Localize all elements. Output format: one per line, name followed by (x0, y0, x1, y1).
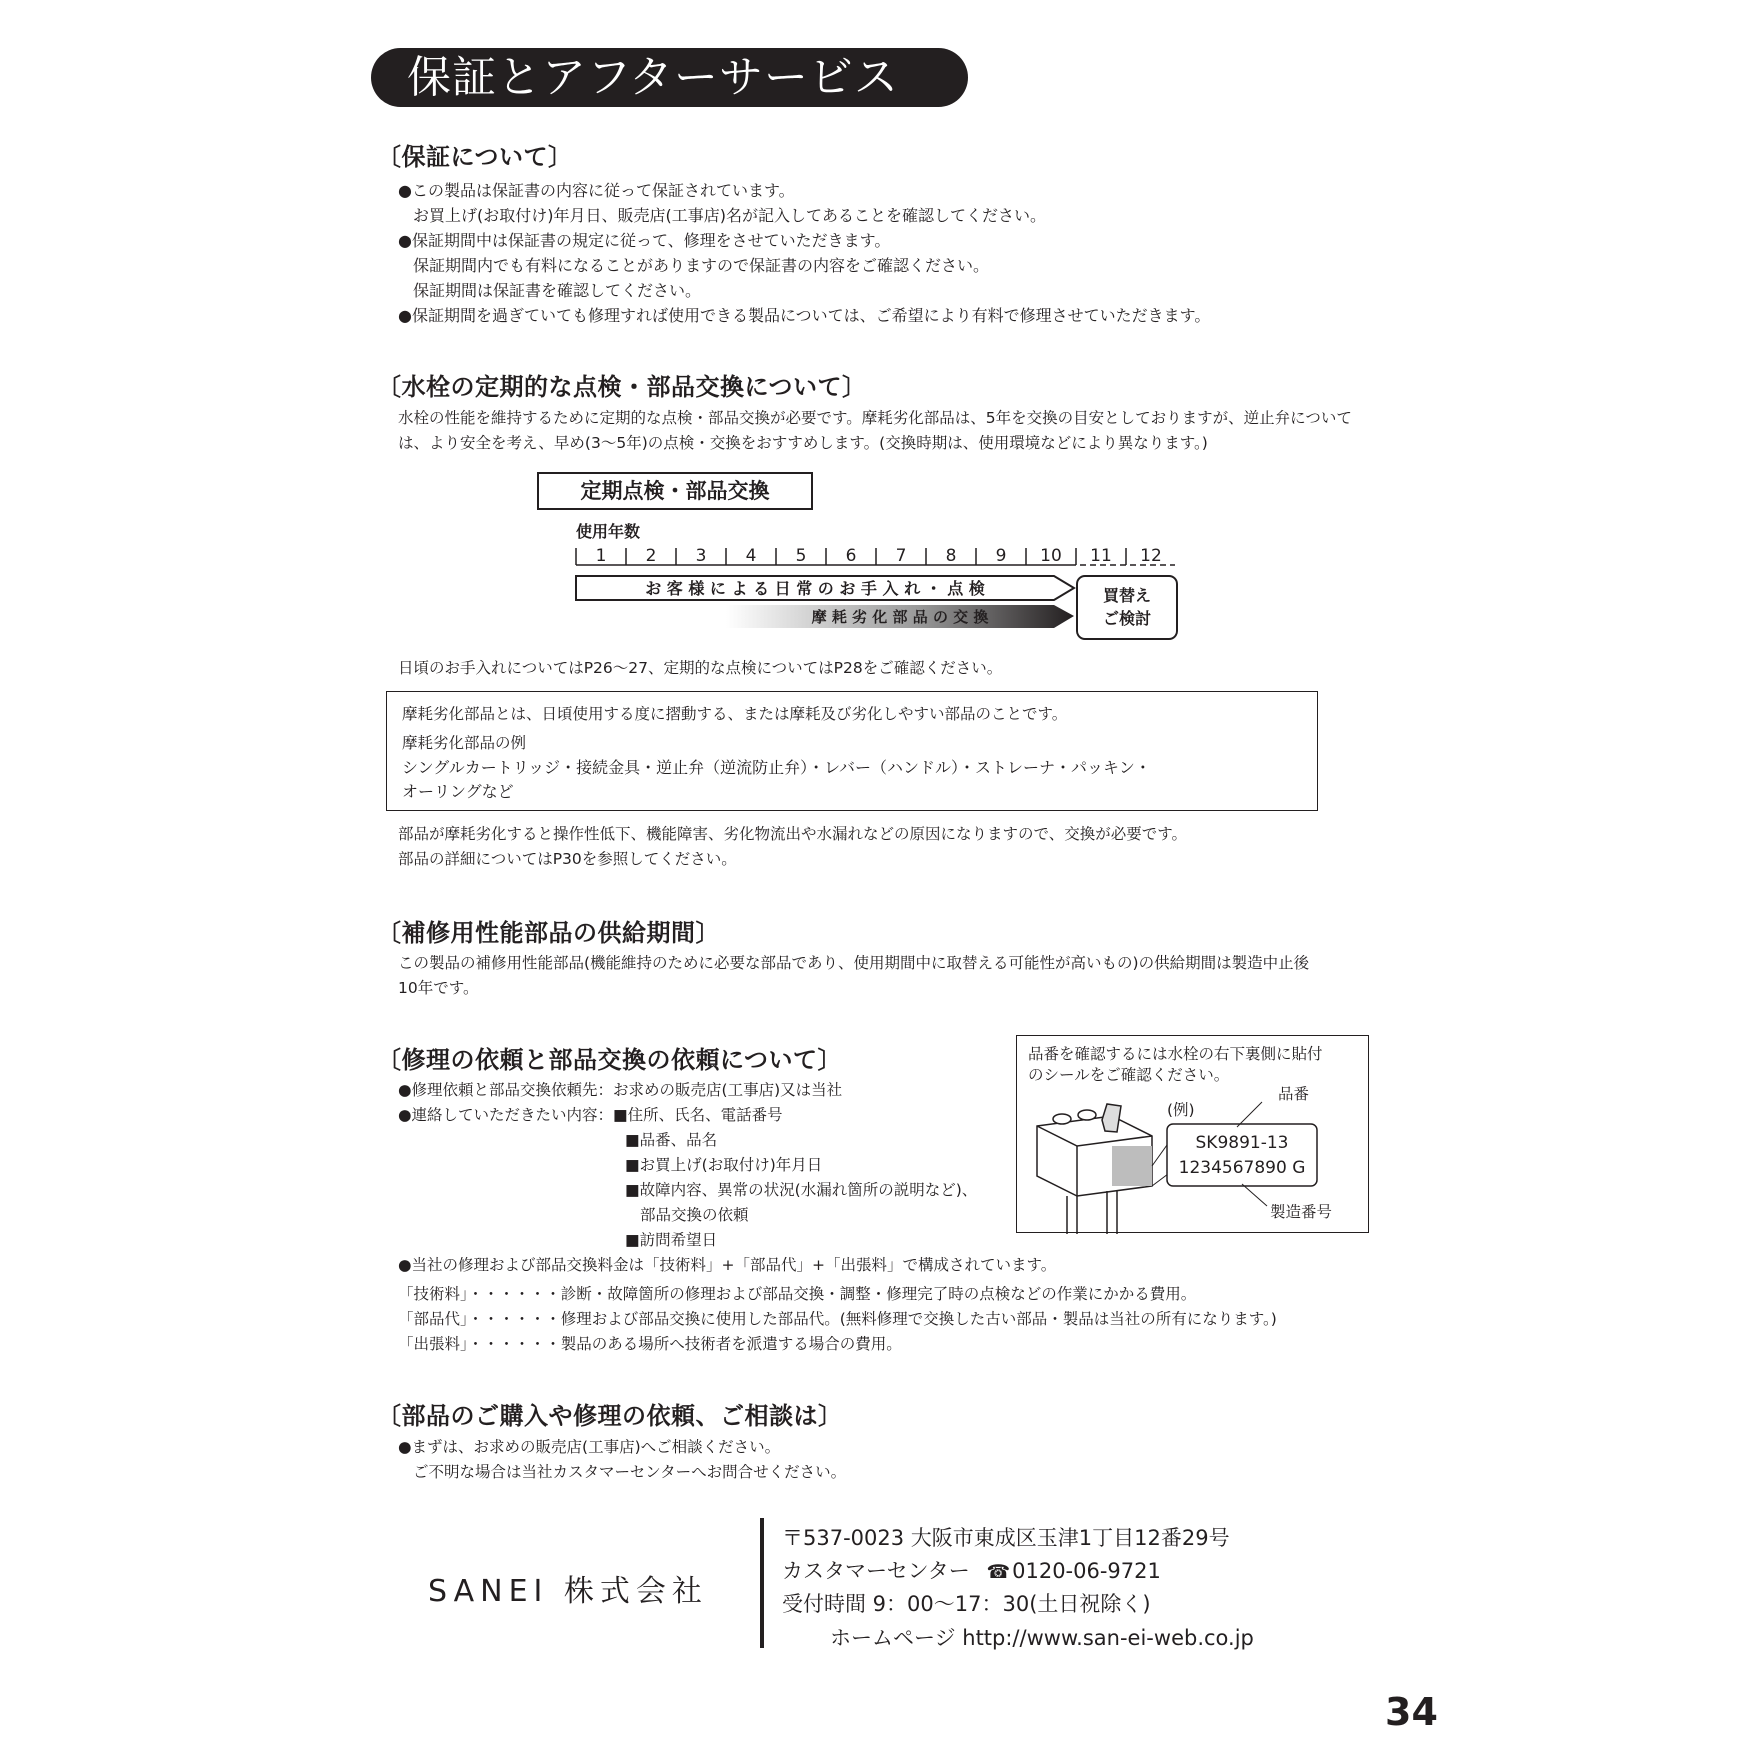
section-heading-repair: 〔修理の依頼と部品交換の依頼について〕 (377, 1046, 843, 1074)
inspection-after: 部品が摩耗劣化すると操作性低下、機能障害、劣化物流出や水漏れなどの原因になりますので、交換が必要です。 (398, 825, 1187, 843)
repair-line: ●連絡していただきたい内容：■住所、氏名、電話番号 (398, 1106, 783, 1124)
footer-divider (760, 1518, 764, 1648)
serial-number-label: 製造番号 (1270, 1203, 1333, 1221)
page-number: 34 (1385, 1690, 1438, 1734)
fee-detail: 「出張料」・・・・・・製品のある場所へ技術者を派遣する場合の費用。 (398, 1335, 902, 1353)
fee-detail: 「技術料」・・・・・・診断・故障箇所の修理および部品交換・調整・修理完了時の点検などの作業にかかる費用。 (398, 1285, 1197, 1303)
sticker-part-number: SK9891-13 (1195, 1133, 1289, 1153)
fee-detail: 「部品代」・・・・・・修理および部品交換に使用した部品代。(無料修理で交換した古い部品・製品は当社の所有になります。) (398, 1310, 1277, 1328)
year-tick-label: 5 (795, 546, 807, 566)
inspection-after: 部品の詳細についてはP30を参照してください。 (398, 850, 737, 868)
example-label: (例) (1167, 1101, 1195, 1119)
year-tick-label: 9 (995, 546, 1007, 566)
daily-care-label: お 客 様 に よ る 日 常 の お 手 入 れ ・ 点 検 (645, 579, 985, 598)
section-heading-inspection: 〔水栓の定期的な点検・部品交換について〕 (377, 373, 867, 401)
year-tick-label: 4 (745, 546, 757, 566)
wear-parts-examples-label: 摩耗劣化部品の例 (402, 734, 527, 752)
supply-line: 10年です。 (398, 979, 479, 997)
purchase-line: ●まずは、お求めの販売店(工事店)へご相談ください。 (398, 1438, 781, 1456)
repair-line: ●修理依頼と部品交換依頼先：お求めの販売店(工事店)又は当社 (398, 1081, 843, 1099)
section-heading-supply: 〔補修用性能部品の供給期間〕 (377, 919, 720, 947)
year-tick-label: 2 (645, 546, 657, 566)
customer-center (782, 1555, 1161, 1585)
contact-item: ■お買上げ(お取付け)年月日 (625, 1156, 823, 1174)
page-title: 保証とアフターサービス (371, 48, 968, 107)
inspection-chart-title: 定期点検・部品交換 (537, 472, 813, 510)
contact-item: ■訪問希望日 (625, 1231, 718, 1249)
contact-item: ■品番、品名 (625, 1131, 718, 1149)
purchase-line: ご不明な場合は当社カスタマーセンターへお問合せください。 (413, 1463, 847, 1481)
phone-icon: ☎ (986, 1561, 1011, 1583)
replacement-line2: ご検討 (1102, 609, 1152, 628)
fee-line: ●当社の修理および部品交換料金は「技術料」+「部品代」+「出張料」で構成されています。 (398, 1256, 1057, 1274)
wear-parts-definition: 摩耗劣化部品とは、日頃使用する度に摺動する、または摩耗及び劣化しやすい部品のことです。 (402, 705, 1068, 723)
year-tick-label: 11 (1090, 546, 1112, 566)
figure-caption: 品番を確認するには水栓の右下裏側に貼付 (1028, 1045, 1323, 1063)
warranty-line: 保証期間内でも有料になることがありますので保証書の内容をご確認ください。 (413, 256, 990, 275)
business-hours: 受付時間 9：00〜17：30(土日祝除く) (782, 1592, 1151, 1616)
homepage-link[interactable]: ホームページ http://www.san-ei-web.co.jp (830, 1626, 1254, 1650)
contact-item: 部品交換の依頼 (640, 1206, 749, 1224)
wear-parts-box (386, 691, 1318, 811)
wear-parts-examples: オーリングなど (402, 782, 514, 801)
company-logo: SANEI 株式会社 (428, 1574, 708, 1609)
inspection-timeline (570, 538, 1190, 648)
contact-item: ■故障内容、異常の状況(水漏れ箇所の説明など)、 (625, 1181, 978, 1199)
supply-line: この製品の補修用性能部品(機能維持のために必要な部品であり、使用期間中に取替える可能性が高いもの)の供給期間は製造中止後 (398, 954, 1310, 972)
inspection-intro: は、より安全を考え、早め(3〜5年)の点検・交換をおすすめします。(交換時期は、使用環境などにより異なります。) (398, 434, 1208, 452)
year-tick-label: 6 (845, 546, 857, 566)
part-number-figure (1016, 1035, 1369, 1233)
warranty-line: ●保証期間中は保証書の規定に従って、修理をさせていただきます。 (398, 231, 891, 250)
warranty-line: 保証期間は保証書を確認してください。 (413, 281, 702, 300)
company-address: 〒537-0023 大阪市東成区玉津1丁目12番29号 (782, 1526, 1230, 1550)
inspection-note: 日頃のお手入れについてはP26〜27、定期的な点検についてはP28をご確認ください。 (398, 659, 1003, 677)
inspection-intro: 水栓の性能を維持するために定期的な点検・部品交換が必要です。摩耗劣化部品は、5年を交換の目安としておりますが、逆止弁について (398, 409, 1352, 427)
parts-replacement-label: 摩 耗 劣 化 部 品 の 交 換 (811, 608, 989, 626)
year-tick-label: 8 (945, 546, 957, 566)
year-tick-label: 10 (1040, 546, 1062, 566)
warranty-line: ●この製品は保証書の内容に従って保証されています。 (398, 181, 795, 200)
section-heading-purchase: 〔部品のご購入や修理の依頼、ご相談は〕 (377, 1402, 843, 1430)
year-tick-label: 3 (695, 546, 707, 566)
replacement-line1: 買替え (1102, 586, 1152, 605)
figure-caption: のシールをご確認ください。 (1028, 1066, 1230, 1084)
year-tick-label: 1 (595, 546, 607, 566)
part-number-label: 品番 (1278, 1085, 1310, 1103)
warranty-line: お買上げ(お取付け)年月日、販売店(工事店)名が記入してあることを確認してください。 (413, 206, 1046, 225)
years-label: 使用年数 (576, 522, 641, 541)
year-tick-label: 12 (1140, 546, 1162, 566)
warranty-line: ●保証期間を過ぎていても修理すれば使用できる製品については、ご希望により有料で修理させていただきます。 (398, 306, 1211, 325)
year-tick-label: 7 (895, 546, 907, 566)
customer-center-phone: 0120-06-9721 (1012, 1559, 1161, 1583)
wear-parts-examples: シングルカートリッジ・接続金具・逆止弁（逆流防止弁）・レバー（ハンドル）・ストレーナ・パッキン・ (402, 758, 1151, 777)
sticker-serial-number: 1234567890 G (1178, 1158, 1306, 1178)
customer-center-label: カスタマーセンター (782, 1559, 970, 1583)
section-heading-warranty: 〔保証について〕 (377, 143, 573, 171)
